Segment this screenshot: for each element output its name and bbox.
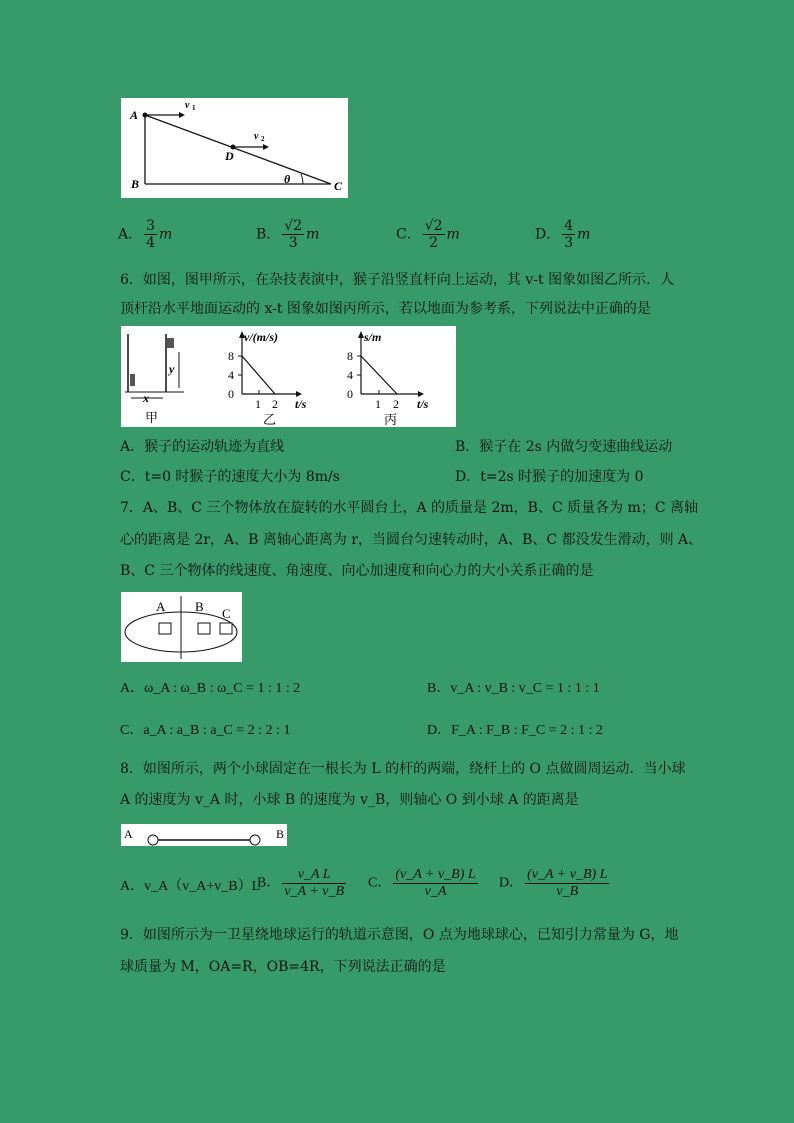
q7-stem-line3: B、C 三个物体的线速度、角速度、向心加速度和向心力的大小关系正确的是 bbox=[120, 563, 594, 579]
q5-option-a: A． $\frac{3}{4}$ m bbox=[118, 218, 173, 251]
yi-t-axis-label: t/s bbox=[295, 397, 307, 411]
v-axis-label: v/(m/s) bbox=[244, 330, 278, 344]
q9-stem-line2: 球质量为 M，OA=R，OB=4R，下列说法正确的是 bbox=[120, 959, 446, 975]
q7-option-c: C．a_A : a_B : a_C = 2 : 2 : 1 bbox=[120, 723, 291, 738]
s-axis-label: s/m bbox=[364, 330, 382, 344]
q9-stem-line1: 9．如图所示为一卫星绕地球运行的轨道示意图，O 点为地球球心，已知引力常量为 G，地 bbox=[120, 927, 679, 943]
label-v2: v bbox=[254, 131, 259, 142]
q6-stem-line2: 顶杆沿水平地面运动的 x-t 图象如图丙所示，若以地面为参考系，下列说法中正确的是 bbox=[120, 301, 651, 317]
q7-option-b: B．v_A : v_B : v_C = 1 : 1 : 1 bbox=[427, 681, 600, 696]
q6-stem-line1: 6．如图，图甲所示，在杂技表演中，猴子沿竖直杆向上运动，其 v-t 图象如图乙所示．人 bbox=[120, 272, 675, 288]
q8-option-a: A．v_A（v_A+v_B）L bbox=[120, 879, 261, 894]
q8-option-b: B． $\frac{\text{v\_A L}}{v\_A + v\_B}$ bbox=[257, 867, 345, 899]
q5-figure bbox=[121, 98, 348, 198]
bing-t-axis-label: t/s bbox=[417, 397, 429, 411]
label-B: B bbox=[195, 599, 204, 614]
q7-stem-line2: 心的距离是 2r，A、B 离轴心距离为 r，当圆台匀速转动时，A、B、C 都没发生滑动，则 A、 bbox=[120, 532, 703, 548]
label-v1: v bbox=[185, 100, 190, 111]
caption-bing: 丙 bbox=[384, 412, 398, 427]
q5-option-c: C． $\frac{√2}{2}$ m bbox=[396, 218, 460, 251]
caption-yi: 乙 bbox=[263, 412, 277, 427]
caption-jia: 甲 bbox=[145, 410, 159, 425]
q6-option-b: B．猴子在 2s 内做匀变速曲线运动 bbox=[455, 439, 673, 455]
q6-figure bbox=[121, 326, 456, 427]
q8-stem-line1: 8．如图所示，两个小球固定在一根长为 L 的杆的两端，绕杆上的 O 点做圆周运动．当小球 bbox=[120, 761, 686, 777]
yi-tick-1: 1 bbox=[255, 397, 261, 411]
q5-option-b: B． $\frac{√2}{3}$ m bbox=[256, 218, 320, 251]
label-A: A bbox=[156, 599, 166, 614]
bing-tick-8: 8 bbox=[347, 349, 353, 363]
q6-option-c: C．t=0 时猴子的速度大小为 8m/s bbox=[120, 469, 340, 485]
label-y: y bbox=[169, 362, 175, 376]
label-C: C bbox=[334, 179, 343, 193]
q5-option-d: D． $\frac{4}{3}$ m bbox=[535, 218, 591, 251]
label-D: D bbox=[225, 149, 234, 163]
bing-tick-2: 2 bbox=[393, 397, 399, 411]
q7-stem-line1: 7．A、B、C 三个物体放在旋转的水平圆台上，A 的质量是 2m，B、C 质量各为 m；C 离轴 bbox=[120, 500, 698, 516]
label-x: x bbox=[143, 391, 149, 405]
bing-tick-1: 1 bbox=[375, 397, 381, 411]
label-B: B bbox=[276, 827, 285, 841]
q6-option-d: D．t=2s 时猴子的加速度为 0 bbox=[455, 469, 644, 485]
q8-figure bbox=[121, 824, 287, 846]
label-theta: θ bbox=[284, 172, 291, 186]
label-C: C bbox=[222, 606, 231, 621]
q8-option-d: D． $\frac{(v\_A + v\_B) L}{v\_B}$ bbox=[499, 867, 608, 899]
label-v2-sub: 2 bbox=[261, 135, 265, 143]
rod-diagram bbox=[121, 824, 287, 846]
bing-tick-4: 4 bbox=[347, 368, 353, 382]
q6-option-a: A．猴子的运动轨迹为直线 bbox=[120, 439, 285, 455]
label-A: A bbox=[130, 108, 139, 122]
label-B: B bbox=[131, 177, 140, 191]
q8-option-c: C． $\frac{(v\_A + v\_B) L}{v\_A}$ bbox=[368, 867, 476, 899]
yi-tick-2: 2 bbox=[272, 397, 278, 411]
q7-option-a: A．ω_A : ω_B : ω_C = 1 : 1 : 2 bbox=[120, 681, 301, 696]
yi-tick-0: 0 bbox=[228, 387, 234, 401]
monkey-graphs bbox=[121, 326, 456, 427]
label-A: A bbox=[124, 827, 133, 841]
bing-tick-0: 0 bbox=[347, 387, 353, 401]
yi-tick-4: 4 bbox=[228, 368, 234, 382]
q7-figure bbox=[121, 592, 242, 662]
incline-diagram bbox=[121, 98, 348, 198]
q7-option-d: D．F_A : F_B : F_C = 2 : 1 : 2 bbox=[427, 723, 603, 738]
q8-stem-line2: A 的速度为 v_A 时，小球 B 的速度为 v_B，则轴心 O 到小球 A 的距离是 bbox=[120, 792, 579, 808]
turntable-diagram bbox=[121, 592, 242, 662]
label-v1-sub: 1 bbox=[192, 104, 196, 112]
yi-tick-8: 8 bbox=[228, 349, 234, 363]
